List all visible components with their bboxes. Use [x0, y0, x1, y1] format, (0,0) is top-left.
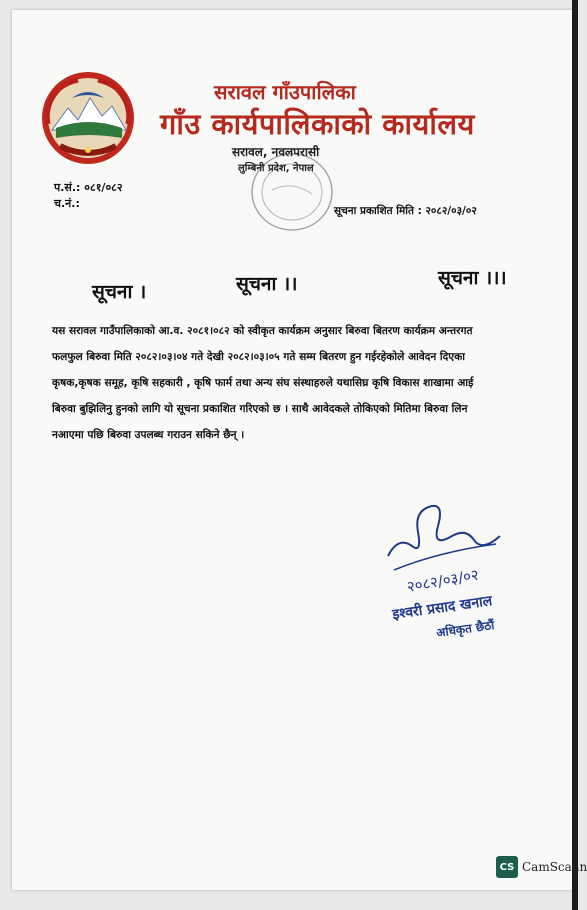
camscanner-text: CamScann [522, 860, 587, 874]
signer-name: इश्वरी प्रसाद खनाल [391, 593, 494, 623]
signer-title: अधिकृत छैठौं [435, 618, 496, 640]
location-line-1: सरावल, नवलपरासी [232, 145, 320, 159]
body-line: नआएमा पछि बिरुवा उपलब्ध गराउन सकिने छैन् । [52, 429, 245, 441]
body-line: कृषक,कृषक समूह, कृषि सहकारी , कृषि फार्म तथा अन्य संघ संस्थाहरुले यथासिघ्र कृषि विकास शाखामा आई [52, 377, 474, 389]
published-date: सूचना प्रकाशित मिति : २०८२/०३/०२ [334, 205, 477, 217]
municipality-name: सरावल गाँउपालिका [214, 80, 356, 104]
chalani-number: च.नं.: [54, 197, 80, 210]
camscanner-badge [496, 856, 587, 878]
notice-heading-2: सूचना ।। [236, 273, 298, 295]
nepal-emblem-logo [38, 68, 138, 168]
body-line: यस सरावल गाउँपालिकाको आ.व. २०८१।०८२ को स्वीकृत कार्यक्रम अनुसार बिरुवा बितरण कार्यक्रम अन्तरगत [52, 325, 473, 337]
body-line: फलफुल बिरुवा मिति २०८२।०३।०४ गते देखी २०८२।०३।०५ गते सम्म बितरण हुन गईरहेकोले आवेदन दिएका [52, 351, 466, 363]
notice-heading-1: सूचना । [92, 281, 147, 303]
location-line-2: लुम्बिनी प्रदेश, नेपाल [238, 163, 314, 174]
notice-body [52, 318, 552, 448]
office-title: गाँउ कार्यपालिकाको कार्यालय [160, 107, 475, 141]
camscanner-logo-icon: CS [496, 856, 518, 878]
signature-date: २०८२/०३/०२ [405, 565, 481, 596]
notice-heading-3: सूचना ।।। [438, 267, 507, 289]
patra-sankhya: प.सं.: ०८१/०८२ [54, 181, 123, 194]
handwritten-signature [378, 496, 528, 596]
body-line: बिरुवा बुझिलिनु हुनको लागि यो सूचना प्रकाशित गरिएको छ । साथै आवेदकले तोकिएको मितिमा बिरुवा लिन [52, 403, 468, 415]
window-edge [572, 0, 578, 910]
